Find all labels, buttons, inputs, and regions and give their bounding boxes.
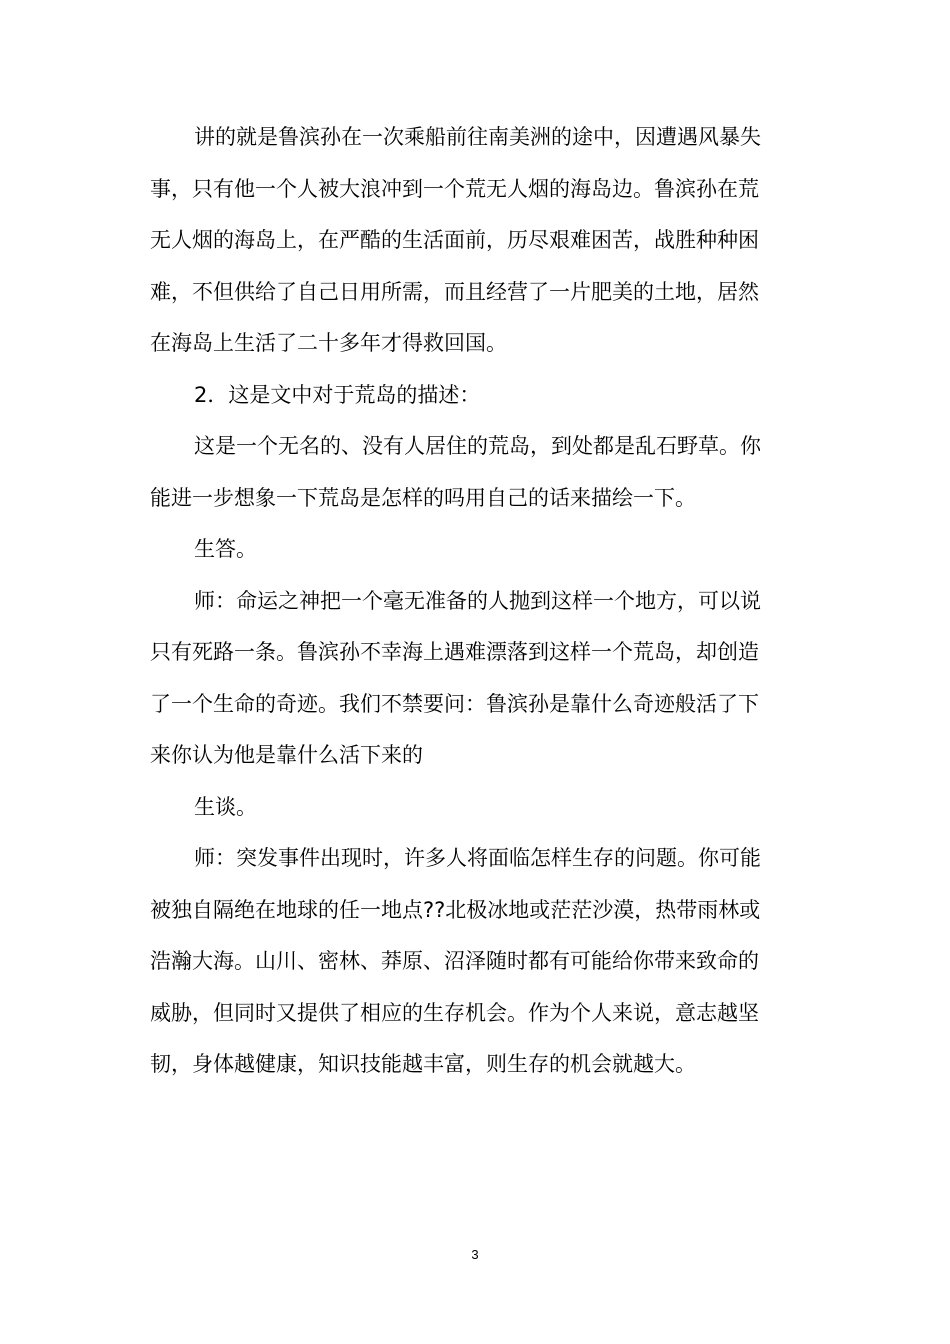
text-line: 韧，身体越健康，知识技能越丰富，则生存的机会就越大。: [150, 1052, 696, 1076]
document-body: [150, 112, 802, 1091]
text-line: 能进一步想象一下荒岛是怎样的吗用自己的话来描绘一下。: [150, 485, 696, 510]
text-line: 被独自隔绝在地球的任一地点??北极冰地或茫茫沙漠，热带雨林或: [150, 897, 761, 922]
text-line: 只有死路一条。鲁滨孙不幸海上遇难漂落到这样一个荒岛，却创造: [150, 640, 759, 664]
text-line: 了一个生命的奇迹。我们不禁要问：鲁滨孙是靠什么奇迹般活了下: [150, 691, 759, 716]
text-line: 浩瀚大海。山川、密林、莽原、沼泽随时都有可能给你带来致命的: [150, 949, 759, 973]
text-line: 讲的就是鲁滨孙在一次乘船前往南美洲的途中，因遭遇风暴失: [194, 125, 761, 149]
text-line: 在海岛上生活了二十多年才得救回国。: [150, 331, 507, 355]
text-line: 这是一个无名的、没有人居住的荒岛，到处都是乱石野草。你: [194, 434, 761, 458]
page-number: 3: [471, 1247, 479, 1262]
text-line: 师：命运之神把一个毫无准备的人抛到这样一个地方，可以说: [194, 588, 761, 613]
text-line: 生答。: [194, 537, 257, 561]
text-line: 2．这是文中对于荒岛的描述：: [194, 382, 481, 407]
text-line: 难，不但供给了自己日用所需，而且经营了一片肥美的土地，居然: [150, 279, 759, 304]
text-line: 威胁，但同时又提供了相应的生存机会。作为个人来说，意志越坚: [150, 1000, 759, 1025]
text-line: 生谈。: [194, 794, 257, 819]
text-line: 事，只有他一个人被大浪冲到一个荒无人烟的海岛边。鲁滨孙在荒: [150, 176, 759, 201]
text-line: 来你认为他是靠什么活下来的: [150, 743, 423, 767]
text-line: 无人烟的海岛上，在严酷的生活面前，历尽艰难困苦，战胜种种困: [150, 228, 759, 252]
text-line: 师：突发事件出现时，许多人将面临怎样生存的问题。你可能: [194, 846, 761, 870]
